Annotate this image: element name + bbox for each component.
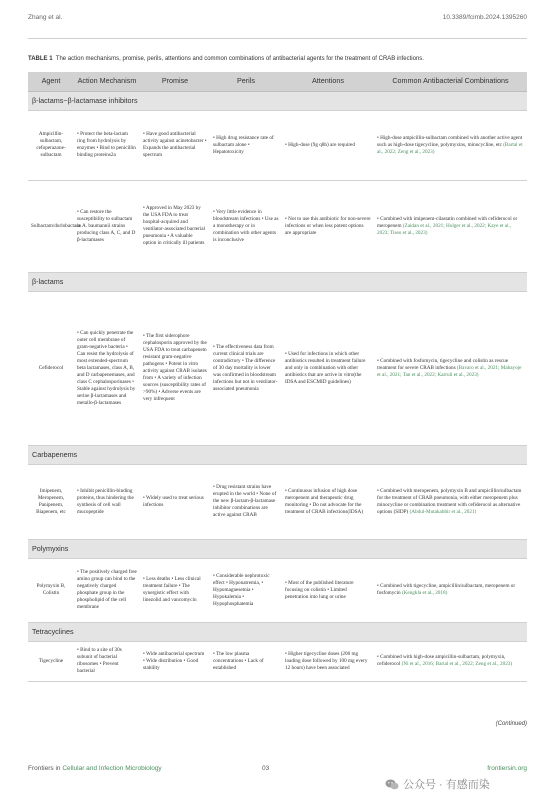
cell-attentions: • Most of the published literature focusing on colistin • Limited penetration into lung or urine bbox=[282, 558, 374, 622]
citation-link[interactable]: (Ni et al., 2016; Bartal et al., 2022; Zeng et al., 2023) bbox=[401, 661, 513, 668]
section-row bbox=[28, 272, 527, 291]
cell-mechanism: • Bind to a site of 30s subunit of bacterial ribosomes • Prevent bacterial bbox=[74, 641, 140, 681]
combo-text: • Combined with meropenem, polymyxin B and ampicillin/sulbactam for the treatment of CRAB pneumonia, with either meropenem plus minocycline or combination treatment with cefiderocol as alternative options (SIDP) bbox=[377, 487, 522, 515]
cell-promise: • The first siderophore cephalosporin approved by the USA FDA to treat carbapenem resistant gram-negative pathogens • Potent in vitro activity against CRAB isolates from • A variety of infection sources (susceptibility rates of >90%) • Adverse events are very infrequent bbox=[140, 291, 210, 445]
combo-text: • Combined with fosfomycin, tigecycline and colistin as rescue treatment for severe CRAB infections bbox=[377, 357, 509, 371]
section-row bbox=[28, 91, 527, 110]
footer-site-link[interactable]: frontiersin.org bbox=[487, 765, 527, 772]
table-row bbox=[28, 464, 527, 539]
cell-agent: Polymyxin B, Colistin bbox=[28, 558, 74, 622]
cell-mechanism: • The positively charged free amino group can bind to the negatively charged phosphate group in the phospholipid of the cell membrane bbox=[74, 558, 140, 622]
combo-text: • Combined with high-dose ampicillin-sulbactam, polymyxin, cefiderocol bbox=[377, 654, 506, 668]
running-header-doi: 10.3389/fcimb.2024.1395260 bbox=[442, 14, 527, 21]
combo-text: • Combined with imipenem-cilastatin combined with cefiderocol or meropenem bbox=[377, 215, 518, 229]
cell-agent: Tigecycline bbox=[28, 641, 74, 681]
running-header-author: Zhang et al. bbox=[28, 14, 63, 21]
antibacterial-agents-table bbox=[28, 72, 527, 682]
watermark bbox=[385, 776, 490, 792]
section-row bbox=[28, 539, 527, 558]
cell-perils: • The effectiveness data from current clinical trials are contradictory • The difference of 30 day mortality is lower was confirmed in bloodstream infections but not in ventilator-associated pneumonia bbox=[210, 291, 282, 445]
cell-promise: • Wide antibacterial spectrum • Wide distribution • Good stability bbox=[140, 641, 210, 681]
section-title: β-lactams−β-lactamase inhibitors bbox=[28, 91, 527, 110]
col-header-attentions: Attentions bbox=[282, 72, 374, 91]
cell-combinations bbox=[374, 464, 527, 539]
table-caption-text: The action mechanisms, promise, perils, attentions and common combinations of antibacterial agents for the treatment of CRAB infections. bbox=[55, 56, 424, 62]
section-title: Tetracyclines bbox=[28, 622, 527, 641]
section-title: Carbapenems bbox=[28, 445, 527, 464]
citation-link[interactable]: (Bartal et al., 2022; Zeng et al., 2023) bbox=[377, 141, 523, 155]
continued-note: (Continued) bbox=[495, 721, 527, 727]
cell-agent: Sulbactam/durlobactam bbox=[28, 180, 74, 272]
cell-mechanism: • Can quickly penetrate the outer cell membrane of gram-negative bacteria • Can resist the hydrolysis of most extended-spectrum beta lactamases, class A, B, and D carbapenemases, and class C cephalosporinases • Stable against hydrolysis by serine β-lactamases and metallo-β-lactamases bbox=[74, 291, 140, 445]
col-header-promise: Promise bbox=[140, 72, 210, 91]
cell-combinations bbox=[374, 180, 527, 272]
table-header-row bbox=[28, 72, 527, 91]
table-row bbox=[28, 180, 527, 272]
col-header-perils: Perils bbox=[210, 72, 282, 91]
cell-attentions: • High-dose (9g q8h) are required bbox=[282, 110, 374, 180]
table-label: TABLE 1 bbox=[28, 56, 53, 62]
citation-link[interactable]: (Kengkla et al., 2018) bbox=[401, 590, 448, 597]
citation-link[interactable]: (Zaidan et al., 2021; Holger et al., 2022; Kaye et al., 2023; Tiseo et al., 2023) bbox=[377, 222, 512, 236]
table-caption bbox=[28, 55, 527, 63]
citation-link[interactable]: (Abdul-Mutakabbir et al., 2021) bbox=[409, 508, 477, 515]
cell-perils: • Very little evidence in bloodstream infections • Use as a monotherapy or in combination with other agents is inconclusive bbox=[210, 180, 282, 272]
col-header-agent: Agent bbox=[28, 72, 74, 91]
cell-promise: • Have good antibacterial activity against acinetobacter • Expands the antibacterial spectrum bbox=[140, 110, 210, 180]
wechat-icon bbox=[385, 779, 399, 790]
cell-attentions: • Not to use this antibiotic for non-severe infections or when less potent options are appropriate bbox=[282, 180, 374, 272]
cell-perils: • Considerable nephrotoxic effect • Hyponatremia, • Hypomagnesemia • Hypokalemia • Hypophosphatemia bbox=[210, 558, 282, 622]
cell-attentions: • Used for infections in which other antibiotics resulted in treatment failure and only in combination with other antibiotics that are active in vitro(the IDSA and ESCMID guidelines) bbox=[282, 291, 374, 445]
cell-mechanism: • Inhibit penicillin-binding proteins, thus hindering the synthesis of cell wall mucopeptide bbox=[74, 464, 140, 539]
col-header-mechanism: Action Mechanism bbox=[74, 72, 140, 91]
footer-journal-name[interactable]: Cellular and Infection Microbiology bbox=[62, 765, 162, 772]
cell-agent: Imipenem, Meropenem, Panipenem, Biapenem, etc bbox=[28, 464, 74, 539]
cell-perils: • Drug resistant strains have erupted in the world • None of the new β-lactam-β-lactamase inhibitor combinations are active against CRAB bbox=[210, 464, 282, 539]
watermark-text: 公众号 · 有感而染 bbox=[403, 779, 490, 791]
cell-agent: Ampicillin-sulbactam, cefoperazone-sulbactam bbox=[28, 110, 74, 180]
section-row bbox=[28, 622, 527, 641]
cell-combinations bbox=[374, 110, 527, 180]
combo-text: • High-dose ampicillin-sulbactam combined with another active agent such as high-dose tigecycline, polymyxins, minocycline, etc bbox=[377, 134, 523, 148]
cell-combinations bbox=[374, 291, 527, 445]
page-number: 03 bbox=[262, 765, 270, 772]
col-header-combinations: Common Antibacterial Combinations bbox=[374, 72, 527, 91]
section-title: β-lactams bbox=[28, 272, 527, 291]
table-row bbox=[28, 641, 527, 681]
section-row bbox=[28, 445, 527, 464]
cell-mechanism: • Protect the beta-lactam ring from hydrolysis by enzymes • Bind to penicillin binding proteins2a bbox=[74, 110, 140, 180]
cell-attentions: • Higher tigecycline doses (200 mg loading dose followed by 100 mg every 12 hours) have been associated bbox=[282, 641, 374, 681]
footer-journal-prefix: Frontiers in bbox=[28, 765, 63, 772]
table-row bbox=[28, 558, 527, 622]
cell-perils: • The low plasma concentrations • Lack of established bbox=[210, 641, 282, 681]
combo-text: • Combined with tigecycline, ampicillin/sulbactam, meropenem or fosfomycin bbox=[377, 583, 516, 597]
cell-promise: • Approved in May 2023 by the USA FDA to treat hospital-acquired and ventilator-associated bacterial pneumonia • A valuable option in critically ill patients bbox=[140, 180, 210, 272]
cell-mechanism: • Can restore the susceptibility to sulbactam in A. baumannii strains producing class A, C, and D β-lactamases bbox=[74, 180, 140, 272]
section-title: Polymyxins bbox=[28, 539, 527, 558]
table-row bbox=[28, 291, 527, 445]
cell-attentions: • Continuous infusion of high dose meropenem and therapeutic drug monitoring • Do not advocate for the treatment of CRAB infections(IDSA) bbox=[282, 464, 374, 539]
cell-promise: • Widely used to treat serious infections bbox=[140, 464, 210, 539]
cell-promise: • Less deaths • Less clinical treatment failure • The synergistic effect with linezolid and vancomycin bbox=[140, 558, 210, 622]
header-rule bbox=[28, 38, 527, 39]
cell-perils: • High drug resistance rate of sulbactam alone • Hepatotoxicity bbox=[210, 110, 282, 180]
table-row bbox=[28, 110, 527, 180]
footer-journal bbox=[28, 765, 162, 772]
cell-combinations bbox=[374, 641, 527, 681]
cell-combinations bbox=[374, 558, 527, 622]
cell-agent: Cefiderocol bbox=[28, 291, 74, 445]
citation-link[interactable]: (Bavaro et al., 2021; Mabayoje et al., 2021; Tan et al., 2022; Karruli et al., 2023) bbox=[377, 364, 522, 378]
